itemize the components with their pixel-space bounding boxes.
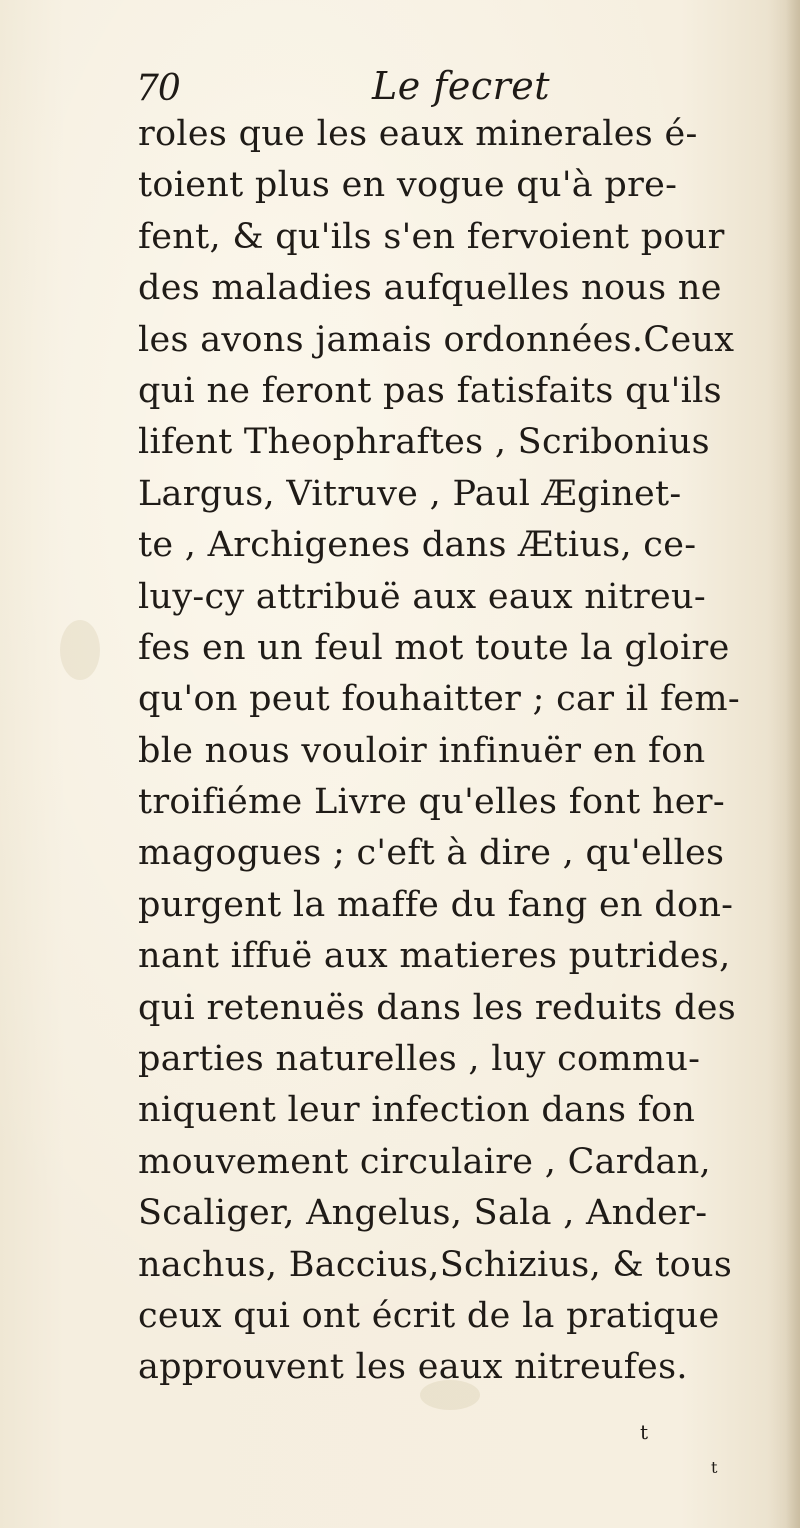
text-line: parties naturelles , luy commu-	[138, 1039, 701, 1080]
page-header	[136, 60, 696, 116]
body-text	[138, 109, 778, 1394]
text-line: niquent leur infection dans fon	[138, 1090, 696, 1131]
page-edge-shadow	[786, 0, 800, 1528]
text-line: des maladies aufquelles nous ne	[138, 268, 722, 309]
text-line: luy-cy attribuë aux eaux nitreu-	[138, 576, 707, 617]
text-line: approuvent les eaux nitreufes.	[138, 1347, 688, 1388]
text-line: mouvement circulaire , Cardan,	[138, 1141, 711, 1182]
text-line: te , Archigenes dans Ætius, ce-	[138, 525, 697, 566]
running-title: Le fecret	[372, 64, 551, 108]
text-line: qui ne feront pas fatisfaits qu'ils	[138, 370, 722, 411]
text-line: les avons jamais ordonnées.Ceux	[138, 319, 735, 360]
text-line: fes en un feul mot toute la gloire	[138, 627, 730, 668]
text-line: qu'on peut fouhaitter ; car il fem-	[138, 679, 740, 720]
text-line: ble nous vouloir infinuër en fon	[138, 730, 706, 771]
text-line: Largus, Vitruve , Paul Æginet-	[138, 473, 682, 514]
page-number: 70	[136, 68, 180, 109]
text-line: roles que les eaux minerales é-	[138, 114, 698, 154]
footer-mark: t	[640, 1420, 649, 1444]
text-line: troifiéme Livre qu'elles font her-	[138, 782, 725, 823]
footer-mark: t	[711, 1458, 718, 1477]
text-line: lifent Theophraftes , Scribonius	[138, 422, 710, 463]
text-line: Scaliger, Angelus, Sala , Ander-	[138, 1193, 708, 1234]
text-line: nant iffuë aux matieres putrides,	[138, 936, 731, 977]
text-line: fent, & qu'ils s'en fervoient pour	[138, 216, 725, 257]
text-line: magogues ; c'eft à dire , qu'elles	[138, 833, 725, 874]
text-line: nachus, Baccius,Schizius, & tous	[138, 1244, 733, 1285]
paper-stain	[60, 620, 100, 680]
text-line: ceux qui ont écrit de la pratique	[138, 1295, 720, 1336]
text-line: toient plus en vogue qu'à pre-	[138, 165, 678, 206]
text-line: qui retenuës dans les reduits des	[138, 987, 736, 1028]
text-line: purgent la maffe du fang en don-	[138, 884, 734, 925]
